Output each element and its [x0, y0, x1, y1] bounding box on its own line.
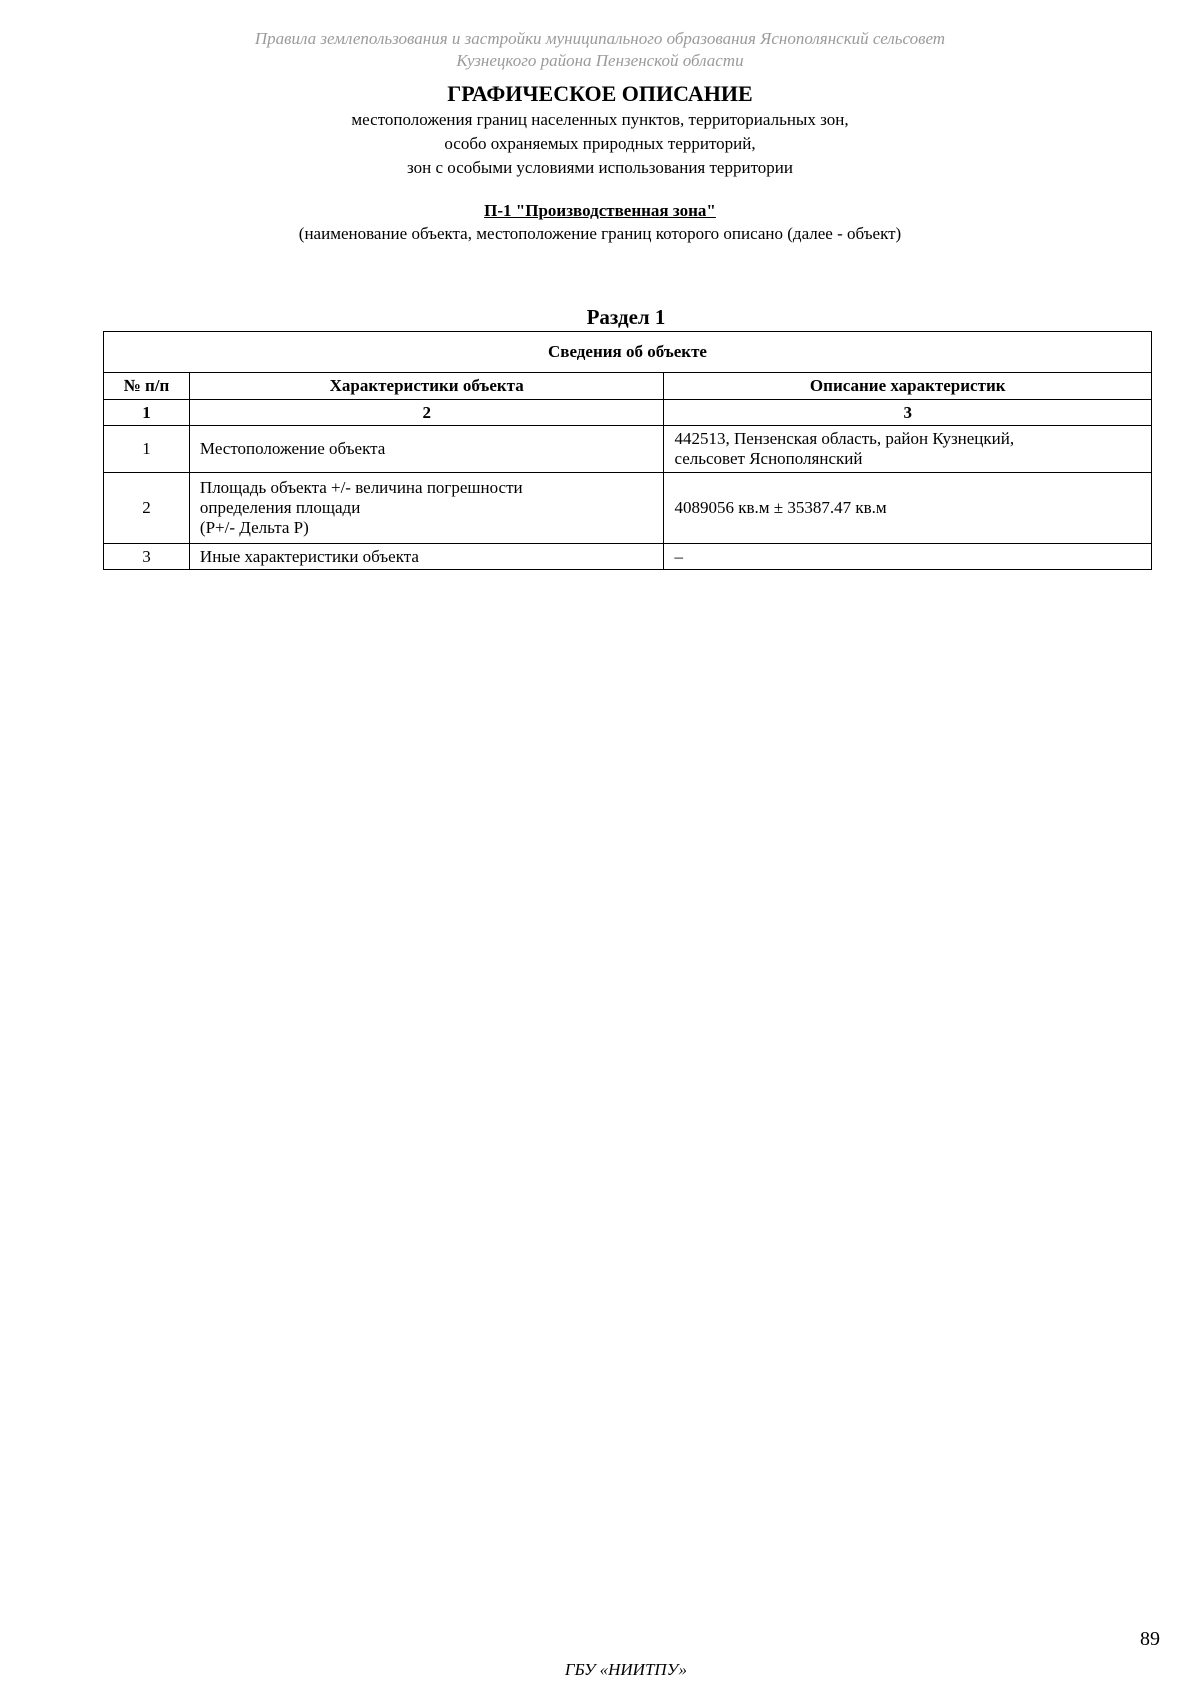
object-name-note: (наименование объекта, местоположение границ которого описано (далее - объект)	[298, 224, 902, 243]
table-header-row	[104, 373, 1152, 400]
page-number: 89	[1140, 1628, 1160, 1650]
column-number: 3	[664, 400, 1152, 426]
document-title: ГРАФИЧЕСКОЕ ОПИСАНИЕ	[447, 81, 753, 106]
footer-organization: ГБУ «НИИТПУ»	[564, 1660, 688, 1679]
table-row	[104, 426, 1152, 473]
column-number: 1	[104, 400, 190, 426]
running-header-line-2: Кузнецкого района Пензенской области	[456, 51, 744, 70]
characteristic-line: Местоположение объекта	[199, 439, 386, 458]
description-line: сельсовет Яснополянский	[674, 449, 863, 468]
row-description	[664, 473, 1152, 544]
subtitle-line-2: особо охраняемых природных территорий,	[444, 134, 756, 153]
characteristic-line: Площадь объекта +/- величина погрешности	[199, 478, 523, 497]
column-number: 2	[189, 400, 664, 426]
running-header	[0, 28, 1200, 72]
row-number: 2	[104, 473, 190, 544]
table-caption: Сведения об объекте	[104, 332, 1152, 373]
column-header-characteristic: Характеристики объекта	[189, 373, 664, 400]
subtitle-line-3: зон с особыми условиями использования территории	[407, 158, 793, 177]
row-description	[664, 544, 1152, 570]
object-name	[0, 200, 1200, 222]
table-row	[104, 544, 1152, 570]
row-characteristic	[189, 426, 664, 473]
description-line: –	[674, 546, 683, 566]
column-number-row	[104, 400, 1152, 426]
table-row	[104, 473, 1152, 544]
characteristic-line: (Р+/- Дельта Р)	[199, 518, 309, 537]
row-description	[664, 426, 1152, 473]
row-characteristic	[189, 544, 664, 570]
column-header-number: № п/п	[104, 373, 190, 400]
row-characteristic	[189, 473, 664, 544]
section-heading: Раздел 1	[586, 305, 666, 329]
object-info-table	[103, 331, 1152, 570]
characteristic-line: Иные характеристики объекта	[199, 546, 419, 566]
document-subtitle	[0, 108, 1200, 180]
column-header-description: Описание характеристик	[664, 373, 1152, 400]
description-line: 442513, Пензенская область, район Кузнецкий,	[674, 429, 1015, 448]
subtitle-line-1: местоположения границ населенных пунктов, территориальных зон,	[351, 110, 849, 129]
description-line: 4089056 кв.м ± 35387.47 кв.м	[674, 498, 887, 517]
row-number: 1	[104, 426, 190, 473]
table-caption-row	[104, 332, 1152, 373]
characteristic-line: определения площади	[199, 498, 361, 517]
object-name-text: П-1 "Производственная зона"	[484, 201, 716, 220]
running-header-line-1: Правила землепользования и застройки муниципального образования Яснополянский сельсовет	[254, 29, 946, 48]
row-number: 3	[104, 544, 190, 570]
